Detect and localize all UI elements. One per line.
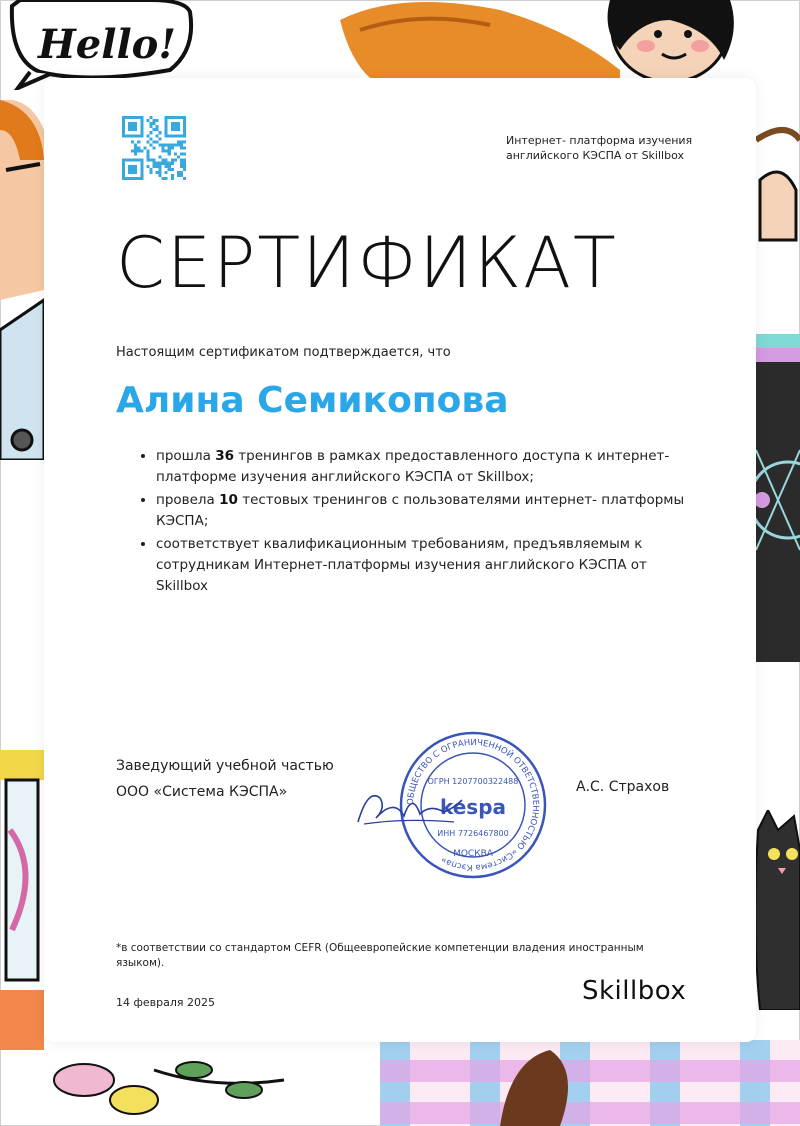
qr-code[interactable] [122, 116, 186, 180]
achievement-text-after: тренингов в рамках предоставленного доступа к интернет-платформе изучения английского КЭСПА от Skillbox; [156, 448, 670, 485]
achievement-text-before: провела [156, 492, 220, 508]
platform-line-1: Интернет- платформа изучения [506, 134, 693, 147]
bottom-pattern-illustration [380, 1040, 800, 1126]
cefr-footnote: *в соответствии со стандартом CEFR (Общеевропейские компетенции владения иностранным языком). [116, 942, 644, 969]
achievements-list [136, 446, 696, 599]
handwritten-signature [354, 778, 464, 838]
left-man-illustration [0, 100, 44, 460]
stamp-inn: ИНН 7726467800 [437, 829, 509, 838]
signer-name: А.С. Страхов [576, 779, 670, 795]
platform-caption [506, 133, 726, 163]
achievement-item [156, 446, 696, 488]
stamp-logo: kespa [439, 795, 507, 819]
hello-text: Hello! [38, 21, 176, 68]
certificate-title: СЕРТИФИКАТ [116, 222, 618, 304]
signer-position-line-1: Заведующий учебной частью [116, 758, 334, 774]
top-girl-illustration [340, 0, 740, 78]
achievement-item [156, 534, 696, 597]
achievement-number: 36 [215, 448, 234, 464]
stamp-ring-text: ОБЩЕСТВО С ОГРАНИЧЕННОЙ ОТВЕТСТВЕННОСТЬЮ «Система Кэспа» [405, 737, 541, 873]
achievement-text: соответствует квалификационным требованиям, предъявляемым к сотрудникам Интернет-платформы изучения английского КЭСПА от Skillbox [156, 536, 647, 594]
cat-illustration [750, 810, 800, 1010]
achievement-number: 10 [219, 492, 238, 508]
stamp-city: МОСКВА [453, 849, 493, 859]
bottom-left-flowers-illustration [44, 1040, 294, 1126]
intro-text: Настоящим сертификатом подтверждается, что [116, 345, 451, 360]
signer-organization: ООО «Система КЭСПА» [116, 784, 288, 800]
achievement-item [156, 490, 696, 532]
achievement-text-before: прошла [156, 448, 216, 464]
hello-bubble-illustration [0, 0, 200, 90]
issue-date: 14 февраля 2025 [116, 996, 216, 1009]
signer-position [116, 753, 334, 805]
right-illustration [756, 120, 800, 680]
skillbox-logo: Skillbox [582, 976, 687, 1006]
left-bottom-illustration [0, 690, 44, 1126]
achievement-text-after: тестовых тренингов с пользователями интернет- платформы КЭСПА; [156, 492, 685, 529]
stamp-ogrn: ОГРН 1207700322488 [427, 777, 519, 786]
platform-line-2: английского КЭСПА от Skillbox [506, 149, 684, 162]
recipient-name: Алина Семикопова [116, 380, 509, 421]
